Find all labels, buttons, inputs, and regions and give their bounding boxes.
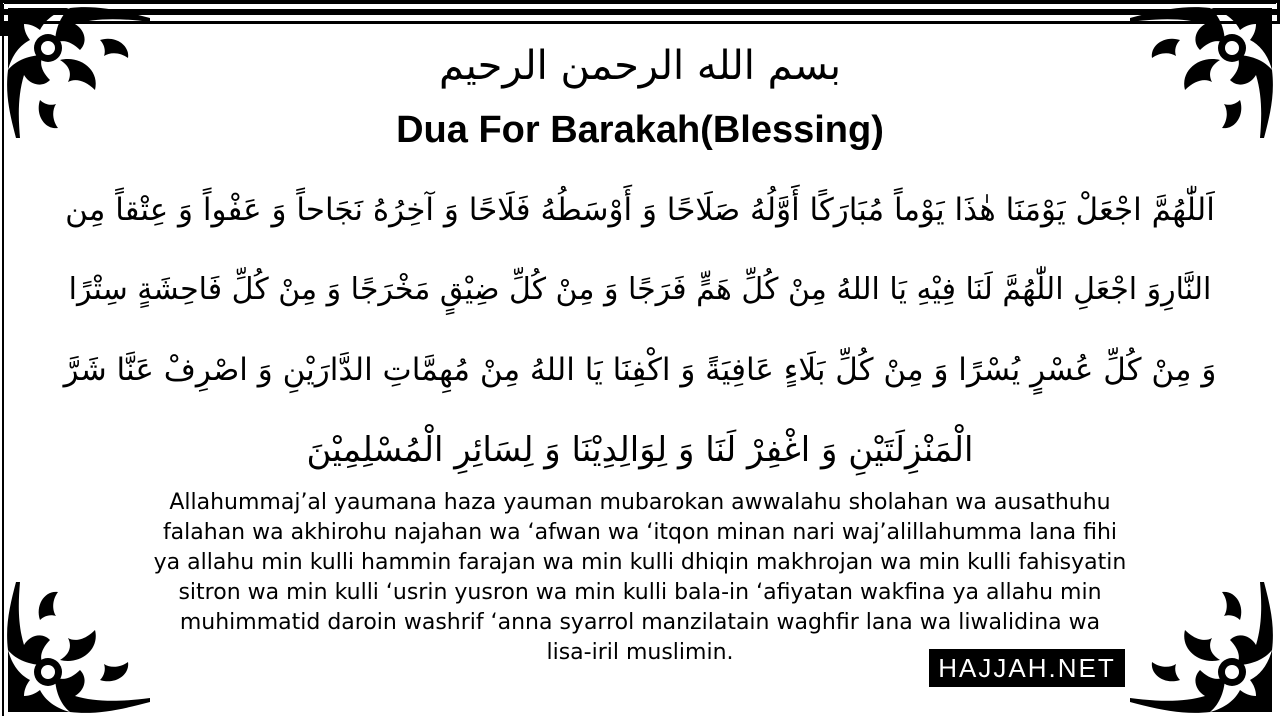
transliteration-line: lisa-iril muslimin. xyxy=(546,640,734,665)
arabic-line: اَللّٰهُمَّ اجْعَلْ يَوْمَنَا هٰذَا يَوْماً مُبَارَكًا أَوَّلُهُ صَلَاحًا وَ أَوْسَطُهُ فَلَاحًا وَ آخِرُهُ نَجَاحاً وَ عَفْواً وَ عِتْقاً مِن xyxy=(65,192,1215,228)
arabic-line: وَ مِنْ كُلِّ عُسْرٍ يُسْرًا وَ مِنْ كُلِّ بَلَاءٍ عَافِيَةً وَ اكْفِنَا يَا اللهُ مِنْ مُهِمَّاتِ الدَّارَيْنِ وَ اصْرِفْ عَنَّا شَرَّ xyxy=(63,352,1217,388)
arabic-dua-text xyxy=(60,170,1220,490)
frame-bottom-border xyxy=(0,12,1280,24)
transliteration-text xyxy=(80,488,1200,668)
site-watermark: HAJJAH.NET xyxy=(929,649,1125,687)
arabic-line: الْمَنْزِلَتَيْنِ وَ اغْفِرْ لَنَا وَ لِوَالِدِيْنَا وَ لِسَائِرِ الْمُسْلِمِيْنَ xyxy=(306,430,974,470)
bismillah-heading: بسم الله الرحمن الرحيم xyxy=(438,43,842,89)
arabic-line: النَّارِوَ اجْعَلِ اللّٰهُمَّ لَنَا فِيْهِ يَا اللهُ مِنْ كُلِّ هَمٍّ فَرَجًا وَ مِنْ كُلِّ ضِيْقٍ مَخْرَجًا وَ مِنْ كُلِّ فَاحِشَةٍ سِتْرًا xyxy=(68,272,1212,307)
page-title: Dua For Barakah(Blessing) xyxy=(396,109,884,151)
transliteration-line: sitron wa min kulli ‘usrin yusron wa min kulli bala-in ‘afiyatan wakfina ya allahu min xyxy=(178,580,1102,605)
transliteration-line: falahan wa akhirohu najahan wa ‘afwan wa ‘itqon minan nari waj’alillahumma lana fihi xyxy=(162,520,1118,545)
transliteration-line: ya allahu min kulli hammin farajan wa min kulli dhiqin makhrojan wa min kulli fahisyatin xyxy=(153,550,1127,575)
transliteration-line: muhimmatid daroin washrif ‘anna syarrol manzilatain waghfir lana wa liwalidina wa xyxy=(179,610,1101,635)
transliteration-line: Allahummaj’al yaumana haza yauman mubarokan awwalahu sholahan wa ausathuhu xyxy=(169,490,1111,515)
